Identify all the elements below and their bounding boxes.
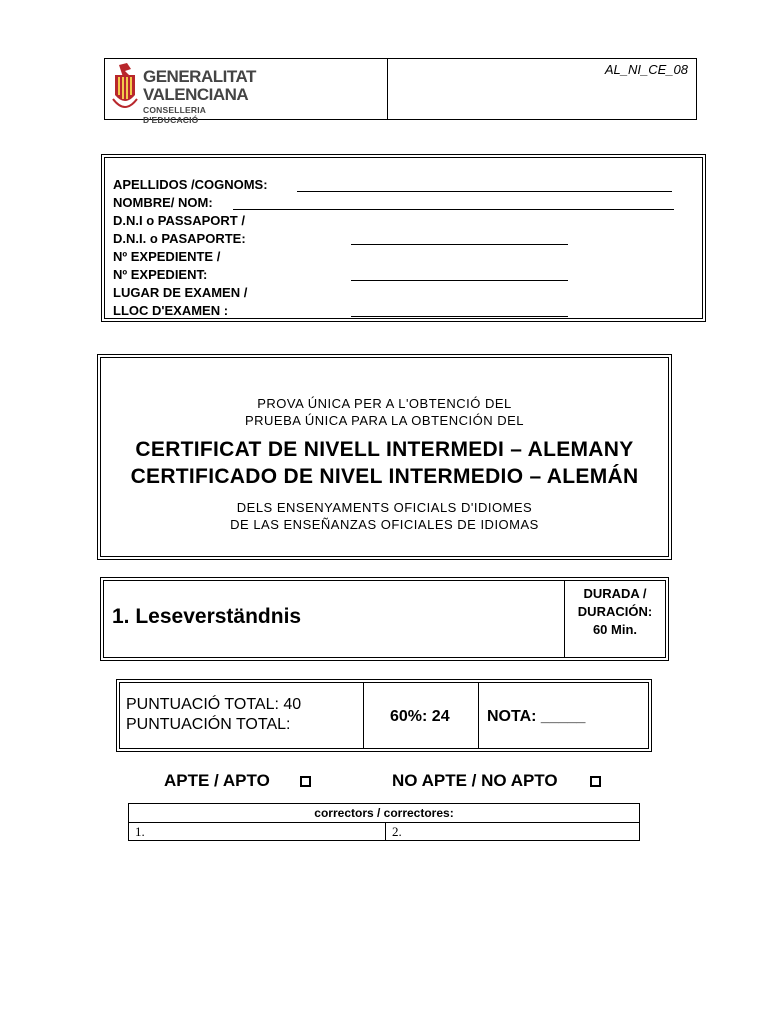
dni-label-1: D.N.I o PASSAPORT / xyxy=(113,213,245,228)
generalitat-logo xyxy=(109,61,256,125)
coat-of-arms-icon xyxy=(109,61,141,115)
section-box xyxy=(100,577,669,661)
title-line-1: PROVA ÚNICA PER A L'OBTENCIÓ DEL xyxy=(257,396,512,411)
name-field[interactable] xyxy=(233,209,674,210)
duration-block xyxy=(565,585,665,639)
title-line-4: DE LAS ENSEÑANZAS OFICIALES DE IDIOMAS xyxy=(230,517,539,532)
grade-field[interactable]: NOTA: _____ xyxy=(487,708,586,725)
correctors-table xyxy=(128,803,640,841)
exam-place-label-1: LUGAR DE EXAMEN / xyxy=(113,285,248,300)
score-divider-2 xyxy=(478,683,479,748)
dni-label-2: D.N.I. o PASAPORTE: xyxy=(113,231,246,246)
section-title: 1. Leseverständnis xyxy=(112,605,302,628)
expedient-label-2: Nº EXPEDIENT: xyxy=(113,267,208,282)
total-score-label-2: PUNTUACIÓN TOTAL: xyxy=(126,716,291,733)
expedient-field[interactable] xyxy=(351,280,568,281)
duration-label-1: DURADA / xyxy=(583,586,647,601)
duration-label-2: DURACIÓN: xyxy=(577,604,653,619)
header-divider xyxy=(387,59,388,119)
apte-label: APTE / APTO xyxy=(164,771,270,790)
name-label: NOMBRE/ NOM: xyxy=(113,195,213,210)
certificate-title-valencian: CERTIFICAT DE NIVELL INTERMEDI – ALEMANY xyxy=(135,438,634,461)
document-header xyxy=(104,58,697,125)
personal-data-box xyxy=(101,154,706,322)
surname-label: APELLIDOS /COGNOMS: xyxy=(113,177,268,192)
score-box xyxy=(116,679,652,752)
expedient-label-1: Nº EXPEDIENTE / xyxy=(113,249,221,264)
title-box xyxy=(97,354,672,560)
title-line-2: PRUEBA ÚNICA PARA LA OBTENCIÓN DEL xyxy=(244,413,524,428)
corrector-1-field[interactable]: 1. xyxy=(135,824,145,839)
title-line-3: DELS ENSENYAMENTS OFICIALS D'IDIOMES xyxy=(236,500,533,515)
logo-line-1: GENERALITAT xyxy=(143,67,256,86)
total-score-label-1: PUNTUACIÓ TOTAL: 40 xyxy=(126,696,302,713)
dni-field[interactable] xyxy=(351,244,568,245)
exam-place-field[interactable] xyxy=(351,316,568,317)
apte-checkbox[interactable] xyxy=(300,776,311,787)
surname-field[interactable] xyxy=(297,191,672,192)
logo-line-2: VALENCIANA xyxy=(143,85,249,104)
corrector-2-field[interactable]: 2. xyxy=(392,824,402,839)
logo-line-3: CONSELLERIA D'EDUCACIÓ xyxy=(143,105,206,125)
exam-place-label-2: LLOC D'EXAMEN : xyxy=(113,303,229,318)
no-apte-checkbox[interactable] xyxy=(590,776,601,787)
pass-mark: 60%: 24 xyxy=(390,708,450,725)
document-code: AL_NI_CE_08 xyxy=(604,62,688,77)
correctors-header: correctors / correctores: xyxy=(129,804,639,823)
score-divider-1 xyxy=(363,683,364,748)
certificate-title-spanish: CERTIFICADO DE NIVEL INTERMEDIO – ALEMÁN xyxy=(130,465,639,488)
no-apte-label: NO APTE / NO APTO xyxy=(392,771,558,790)
duration-value: 60 Min. xyxy=(592,622,638,637)
